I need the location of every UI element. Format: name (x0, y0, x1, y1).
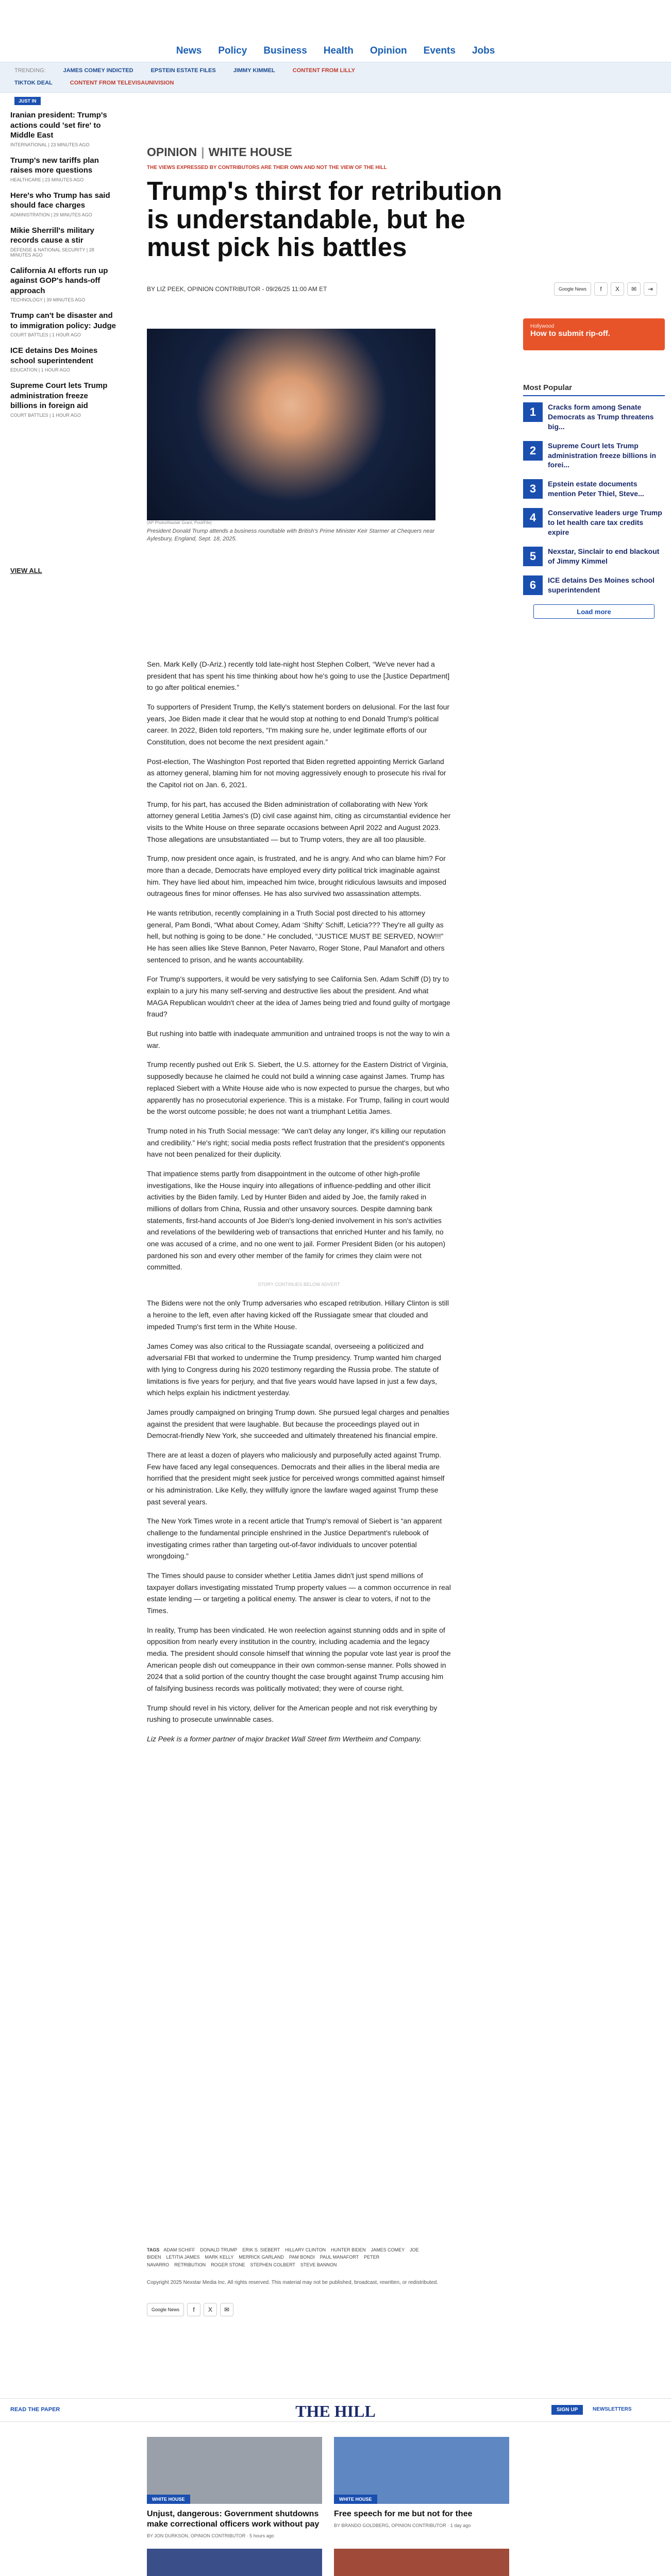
copyright: Copyright 2025 Nexstar Media Inc. All rights reserved. This material may not be published, broadcast, rewritten, or redistributed. (147, 2280, 439, 2285)
card-title[interactable]: Unjust, dangerous: Government shutdowns make correctional officers work without pay (147, 2510, 320, 2529)
popular-title[interactable]: Conservative leaders urge Trump to let health care tax credits expire (548, 509, 662, 537)
facebook-icon[interactable]: f (594, 282, 608, 296)
tag-link[interactable]: PETER NAVARRO (147, 2255, 380, 2267)
author-bio: Liz Peek is a former partner of major bracket Wall Street firm Wertheim and Company. (147, 1734, 422, 1743)
nav-item-events[interactable]: Events (423, 45, 456, 56)
popular-title[interactable]: ICE detains Des Moines school superintendent (548, 576, 655, 594)
just-in-title[interactable]: Mikie Sherrill's military records cause a stir (10, 226, 94, 245)
tag-link[interactable]: HUNTER BIDEN (331, 2247, 366, 2252)
link-icon[interactable]: ⇥ (644, 282, 657, 296)
most-popular-title: Most Popular (523, 383, 665, 396)
card-image[interactable] (334, 2437, 509, 2504)
card-section-badge: WHITE HOUSE (334, 2495, 377, 2504)
tags-label: TAGS (147, 2247, 160, 2252)
x-icon[interactable]: X (204, 2303, 217, 2316)
article-paragraph: But rushing into battle with inadequate ammunition and untrained troops is not the way to win a war. (147, 1029, 450, 1049)
just-in-title[interactable]: California AI efforts run up against GOP's hands-off approach (10, 266, 108, 295)
article-paragraph: Trump, for his part, has accused the Biden administration of collaborating with New York attorney general Letitia James's (D) civil case against him, citing as circumstantial evidence her visits to the White House on three separate occasions between April 2022 and August 2023. Those allegations are unsubstantiated — but to Trump voters, they are all too plausible. (147, 800, 451, 843)
tag-link[interactable]: MERRICK GARLAND (239, 2255, 284, 2260)
nav-item-health[interactable]: Health (323, 45, 354, 56)
nav-item-jobs[interactable]: Jobs (472, 45, 495, 56)
crumb-white-house[interactable]: WHITE HOUSE (208, 145, 292, 159)
card-meta: BY JON DURKSON, OPINION CONTRIBUTOR · 5 hours ago (147, 2533, 274, 2538)
sponsored-link[interactable]: CONTENT FROM LILLY (292, 67, 355, 74)
just-in-item[interactable] (10, 156, 116, 182)
tag-link[interactable]: DONALD TRUMP (200, 2247, 238, 2252)
top-nav (0, 0, 671, 62)
popular-rank: 2 (523, 441, 543, 461)
article-paragraph: James Comey was also critical to the Russiagate scandal, overseeing a politicized and adversarial FBI that worked to undermine the Trump presidency. Trump wanted him charged with lying to Congress during his 2020 testimony regarding the Russia probe. The statute of limitations is five years for perjury, and that five years would have lapsed in just a few days, which helps explain his indictment yesterday. (147, 1342, 441, 1397)
popular-item[interactable] (523, 402, 665, 432)
tag-link[interactable]: JOE BIDEN (147, 2247, 419, 2260)
tag-link[interactable]: MARK KELLY (205, 2255, 234, 2260)
popular-rank: 5 (523, 547, 543, 566)
trending-link[interactable]: JIMMY KIMMEL (233, 67, 275, 74)
related-card[interactable] (147, 2437, 322, 2539)
popular-rank: 6 (523, 575, 543, 595)
share-bar-bottom (147, 2303, 508, 2316)
card-image[interactable] (147, 2549, 322, 2576)
load-more-button[interactable]: Load more (533, 604, 655, 619)
photo-credit: (AP Photo/Alastair Grant, Pool/File) (147, 520, 212, 525)
article-paragraph: The Times should pause to consider whether Letitia James didn't just spend millions of taxpayer dollars investigating misstated Trump property values — a common occurrence in real estate lending — or targeting a political enemy. The answer is clear to voters, if not to the Times. (147, 1571, 451, 1615)
breadcrumb: OPINION | WHITE HOUSE (147, 145, 292, 159)
facebook-icon[interactable]: f (187, 2303, 200, 2316)
article-paragraph: For Trump's supporters, it would be very satisfying to see California Sen. Adam Schiff (D) try to explain to a jury his many self-serving and destructive lies about the president. And what MAGA Republican wouldn't cheer at the idea of James being tried and found guilty of mortgage fraud? (147, 975, 450, 1019)
related-card[interactable] (334, 2437, 509, 2539)
related-card[interactable] (147, 2549, 322, 2576)
newsletters-link[interactable]: NEWSLETTERS (593, 2406, 632, 2412)
tag-link[interactable]: HILLARY CLINTON (285, 2247, 326, 2252)
just-in-item[interactable] (10, 346, 116, 372)
page-title: Trump's thirst for retribution is understandable, but he must pick his battles (147, 176, 502, 262)
nav-item-news[interactable]: News (176, 45, 202, 56)
just-in-meta: COURT BATTLES | 1 HOUR AGO (10, 412, 81, 418)
trending-bar (0, 62, 671, 93)
tag-link[interactable]: PAM BONDI (289, 2255, 315, 2260)
just-in-title[interactable]: Here's who Trump has said should face charges (10, 191, 110, 210)
tag-link[interactable]: ADAM SCHIFF (163, 2247, 195, 2252)
tag-link[interactable]: STEPHEN COLBERT (250, 2262, 295, 2267)
just-in-meta: ADMINISTRATION | 29 MINUTES AGO (10, 212, 92, 217)
just-in-badge: JUST IN (14, 97, 41, 105)
article-paragraph: To supporters of President Trump, the Kelly's statement borders on delusional. For the last four years, Joe Biden made it clear that he would stop at nothing to end Donald Trump's political career. In 2022, Biden told reporters, “I'm making sure he, under legitimate efforts of our Constitution, does not become the next president again.” (147, 703, 450, 747)
just-in-item[interactable] (10, 381, 116, 418)
trending-link[interactable]: JAMES COMEY INDICTED (63, 67, 133, 74)
related-card[interactable] (334, 2549, 509, 2576)
site-logo[interactable]: THE HILL (295, 2402, 376, 2420)
just-in-meta: TECHNOLOGY | 39 MINUTES AGO (10, 297, 86, 302)
popular-item[interactable] (523, 508, 665, 537)
most-popular (523, 383, 665, 619)
article-paragraph: Trump, now president once again, is frustrated, and he is angry. And who can blame him? For more than a decade, Democrats have employed every dirty political trick imaginable against him. They have lied about him, impeached him twice, brought ridiculous lawsuits and imposed outrageous fines for minor offenses. He has also survived two assassination attempts. (147, 854, 447, 898)
promo-label: Hollywood (530, 324, 555, 329)
tag-link[interactable]: RETRIBUTION (174, 2262, 206, 2267)
popular-title[interactable]: Nexstar, Sinclair to end blackout of Jimmy Kimmel (548, 547, 660, 565)
just-in-item[interactable] (10, 110, 116, 147)
popular-rank: 1 (523, 402, 543, 422)
view-all-link[interactable]: VIEW ALL (10, 567, 42, 574)
just-in-meta: COURT BATTLES | 1 HOUR AGO (10, 332, 81, 337)
trending-link[interactable]: EPSTEIN ESTATE FILES (150, 67, 216, 74)
just-in-meta: INTERNATIONAL | 23 MINUTES AGO (10, 142, 90, 147)
promo-banner[interactable] (523, 318, 665, 350)
article-paragraph: Trump noted in his Truth Social message: “We can't delay any longer, it's killing our reputation and credibility.” He's right; social media posts reflect frustration that the president's opponents have not been penalized for their duplicity. (147, 1126, 446, 1159)
tag-link[interactable]: ERIK S. SIEBERT (242, 2247, 280, 2252)
ad-label: STORY CONTINUES BELOW ADVERT (258, 1281, 340, 1287)
just-in-title[interactable]: Trump's new tariffs plan raises more questions (10, 156, 99, 175)
tag-link[interactable]: STEVE BANNON (300, 2262, 337, 2267)
tag-link[interactable]: PAUL MANAFORT (320, 2255, 359, 2260)
nav-item-policy[interactable]: Policy (218, 45, 247, 56)
article-paragraph: The New York Times wrote in a recent article that Trump's removal of Siebert is “an apparent challenge to the fundamental principle enshrined in the Justice Department's rulebook of investigating crimes rather than targeting out-of-favor individuals to uncover potential wrongdoing.” (147, 1517, 442, 1561)
article-paragraph: There are at least a dozen of players who maliciously and purposefully acted against Trump. Few have faced any legal consequences. Democrats and their allies in the liberal media are horrified that the president might seek justice for perceived wrongs committed against himself or his administration. Like Kelly, they willfully ignore the lawfare waged against Trump these past several years. (147, 1450, 445, 1506)
share-bar (554, 282, 657, 296)
byline (147, 282, 657, 296)
just-in-item[interactable] (10, 191, 116, 217)
article-body (147, 658, 451, 1753)
card-title[interactable]: Free speech for me but not for thee (334, 2510, 473, 2518)
tags (147, 2246, 451, 2268)
disclaimer: THE VIEWS EXPRESSED BY CONTRIBUTORS ARE THEIR OWN AND NOT THE VIEW OF THE HILL (147, 165, 387, 171)
sponsored-link[interactable]: CONTENT FROM TELEVISAUNIVISION (70, 80, 174, 86)
popular-title[interactable]: Cracks form among Senate Democrats as Trump threatens big... (548, 403, 654, 431)
popular-item[interactable] (523, 441, 665, 470)
popular-item[interactable] (523, 575, 665, 595)
card-image[interactable] (334, 2549, 509, 2576)
popular-item[interactable] (523, 547, 665, 566)
email-icon[interactable]: ✉ (627, 282, 641, 296)
photo-caption: President Donald Trump attends a business roundtable with British's Prime Minister Keir Starmer at Chequers near Aylesbury, England, Sept. 18, 2025. (147, 528, 435, 543)
email-icon[interactable]: ✉ (220, 2303, 233, 2316)
tag-link[interactable]: JAMES COMEY (371, 2247, 405, 2252)
article-paragraph: He wants retribution, recently complaining in a Truth Social post directed to his attorney general, Pam Bondi, “What about Comey, Adam ‘Shifty’ Schiff, Leticia??? They're all guilty as hell, but nothing is going to be done.” He concluded, “JUSTICE MUST BE SERVED, NOW!!!” He has seen allies like Steve Bannon, Peter Navarro, Roger Stone, Paul Manafort and others sentenced to prison, and he wants accountability. (147, 909, 445, 964)
byline-text: BY LIZ PEEK, OPINION CONTRIBUTOR - 09/26/25 11:00 AM ET (147, 285, 327, 293)
sticky-bar (0, 2398, 671, 2422)
article-paragraph: In reality, Trump has been vindicated. He won reelection against stunning odds and in spite of opposition from nearly every institution in the country, including academia and the legacy media. The president should console himself that winning the popular vote last year is proof the American people dish out comeuppance in their own common-sense manner. Polls showed in 2024 that a solid portion of the country thought the case brought against Trump accusing him of falsifying business records was politically motivated; they were of course right. (147, 1625, 451, 1692)
just-in-title[interactable]: Iranian president: Trump's actions could 'set fire' to Middle East (10, 111, 107, 140)
article-paragraph: James proudly campaigned on bringing Trump down. She pursued legal charges and penalties against the president that were laughable. But because the proceedings played out in Democrat-friendly New York, she succeeded and ultimately threatened his financial empire. (147, 1408, 449, 1440)
just-in-title[interactable]: ICE detains Des Moines school superintendent (10, 346, 98, 365)
card-section-badge: WHITE HOUSE (147, 2495, 190, 2504)
article-paragraph: The Bidens were not the only Trump adversaries who escaped retribution. Hillary Clinton is still a heroine to the left, even after having kicked off the Russiagate smear that clouded and impeded Trump's first term in the White House. (147, 1299, 449, 1331)
article-paragraph: Sen. Mark Kelly (D-Ariz.) recently told late-night host Stephen Colbert, “We've never had a president that has spent his time thinking about how he's going to use the [Justice Department] to go after political enemies.” (147, 660, 450, 692)
popular-rank: 3 (523, 479, 543, 499)
card-image[interactable] (147, 2437, 322, 2504)
just-in-title[interactable]: Supreme Court lets Trump administration freeze billions in foreign aid (10, 381, 108, 410)
tag-link[interactable]: ROGER STONE (211, 2262, 245, 2267)
popular-title[interactable]: Epstein estate documents mention Peter Thiel, Steve... (548, 480, 644, 498)
article-paragraph: That impatience stems partly from disappointment in the outcome of other high-profile investigations, like the House inquiry into allegations of influence-peddling and other illicit activities by the Biden family. Led by Hunter Biden and aided by Joe, the family raked in millions of dollars from China, Russia and other unsavory sources. Despite damning bank statements, first-hand accounts of Joe Biden's long-denied involvement in his son's activities and revelations of the bewildering web of transactions that enriched Hunter and his family, no one was accused of a crime, and no one went to jail. Former President Biden (or his autopen) pardoned his son and every other member of the family for crimes they claim were not committed. (147, 1169, 445, 1272)
article-paragraph: Trump should revel in his victory, deliver for the American people and not risk everything by rushing to prosecute unwinnable cases. (147, 1703, 438, 1724)
hero-image (147, 329, 435, 520)
just-in-meta: DEFENSE & NATIONAL SECURITY | 28 MINUTES AGO (10, 247, 94, 258)
just-in-list (10, 110, 116, 426)
tag-link[interactable]: LETITIA JAMES (166, 2255, 200, 2260)
crumb-opinion[interactable]: OPINION (147, 145, 197, 159)
just-in-item[interactable] (10, 311, 116, 337)
google-news-button[interactable]: Google News (147, 2303, 184, 2316)
sign-up-button[interactable]: SIGN UP (551, 2405, 583, 2415)
just-in-meta: EDUCATION | 1 HOUR AGO (10, 367, 70, 372)
popular-title[interactable]: Supreme Court lets Trump administration freeze billions in forei... (548, 441, 657, 469)
promo-text: How to submit rip-off. (530, 329, 610, 338)
just-in-item[interactable] (10, 226, 116, 258)
just-in-title[interactable]: Trump can't be disaster and to immigration policy: Judge (10, 311, 116, 330)
google-news-button[interactable]: Google News (554, 282, 591, 296)
trending-link[interactable]: TIKTOK DEAL (14, 80, 53, 86)
popular-item[interactable] (523, 479, 665, 499)
popular-rank: 4 (523, 508, 543, 528)
just-in-item[interactable] (10, 266, 116, 303)
read-the-paper-link[interactable]: READ THE PAPER (10, 2406, 60, 2413)
related-grid (147, 2437, 509, 2576)
article-paragraph: Post-election, The Washington Post reported that Biden regretted appointing Merrick Garland as attorney general, blaming him for not moving aggressively enough to prosecute his rival for the Capitol riot on Jan. 6, 2021. (147, 757, 446, 789)
trending-label: TRENDING: (14, 67, 46, 74)
x-icon[interactable]: X (611, 282, 624, 296)
nav-item-business[interactable]: Business (263, 45, 307, 56)
nav-item-opinion[interactable]: Opinion (370, 45, 407, 56)
just-in-meta: HEALTHCARE | 23 MINUTES AGO (10, 177, 84, 182)
article-paragraph: Trump recently pushed out Erik S. Siebert, the U.S. attorney for the Eastern District of Virginia, supposedly because he claimed he could not build a winning case against James. Trump has replaced Siebert with a White House aide who is now expected to pursue the charges, but who apparently has no prosecutorial experience. This is a mistake. For Trump, failing in court would be the worst outcome possible; he does not want a triumphant Letitia James. (147, 1060, 449, 1116)
card-meta: BY BRANDO GOLDBERG, OPINION CONTRIBUTOR · 1 day ago (334, 2523, 471, 2528)
